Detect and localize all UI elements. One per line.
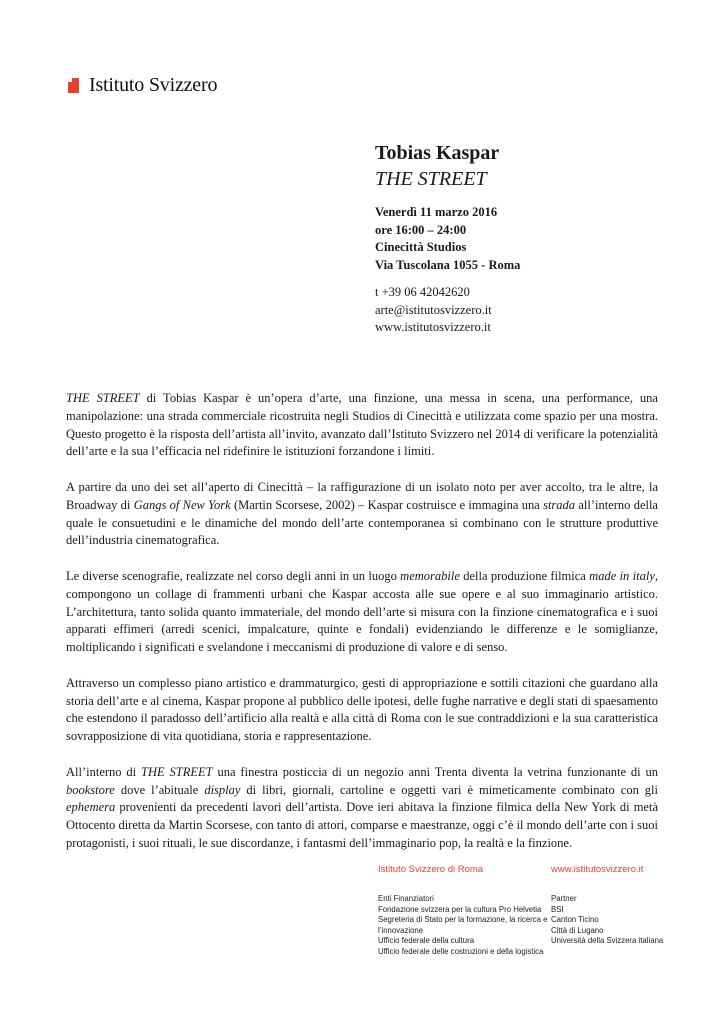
footer-funder: l’innovazione — [378, 925, 424, 935]
paragraph-1: THE STREET di Tobias Kaspar è un’opera d’arte, una finzione, una messa in scena, una performance, una manipolazione: una strada commerciale ricostruita negli Studios di Cinecittà e utilizzata come spazio per una mostra. Questo progetto è la risposta dell’artista all’invito, avanzato dall’Istituto Svizzero nel 2014 di verificare la potenzialità dell’arte e la sua l’efficacia nel ridefinire le istituzioni forzandone i limiti. — [66, 391, 658, 459]
press-release-body — [66, 390, 658, 871]
event-address: Via Tuscolana 1055 - Roma — [375, 257, 521, 272]
paragraph-4: Attraverso un complesso piano artistico e drammaturgico, gesti di appropriazione e sottili citazioni che guardano alla storia dell’arte e al cinema, Kaspar propone al pubblico delle ipotesi, delle fughe narrative e degli stati di spaesamento che estendono il paradosso dell’artificio alla realtà e alla città di Roma con le sue contraddizioni e la sua caratteristica sovrapposizione di vita quotidiana, storia e rappresentazione. — [66, 675, 658, 744]
event-time: ore 16:00 – 24:00 — [375, 222, 467, 237]
footer-institute-name: Istituto Svizzero di Roma — [378, 864, 484, 875]
contact-email[interactable]: arte@istitutosvizzero.it — [375, 302, 492, 317]
footer-partner: Città di Lugano — [551, 925, 604, 935]
logo-mark-icon — [68, 78, 83, 94]
footer-funder: Fondazione svizzera per la cultura Pro Helvetia — [378, 904, 542, 914]
work-title: THE STREET — [375, 168, 487, 190]
paragraph-5: All’interno di THE STREET una finestra posticcia di un negozio anni Trenta diventa la vetrina funzionante di un bookstore dove l’abituale display di libri, giornali, cartoline e oggetti vari è mimeticamente combinato con gli ephemera provenienti da precedenti lavori dell’artista. Dove ieri abitava la finzione filmica della New York di metà Ottocento diretta da Martin Scorsese, con tanto di attori, comparse e maestranze, oggi c’è il mondo dell’arte con i suoi protagonisti, i suoi rituali, le sue discordanze, i fantasmi dell’immaginario pop, la realtà e la finzione. — [66, 764, 658, 850]
contact-phone: t +39 06 42042620 — [375, 285, 470, 299]
paragraph-3: Le diverse scenografie, realizzate nel corso degli anni in un luogo memorabile della produzione filmica made in italy, compongono un collage di frammenti urbani che Kaspar accosta alle sue opere e al suo immaginario artistico. L’architettura, tanto solida quanto immateriale, del mondo dell’arte si misura con la finzione cinematografica e i suoi apparati effimeri (arredi scenici, impalcature, quinte e fondali) evidenziando le differenze e le somiglianze, moltiplicando i significati e svelandone i meccanismi di produzione di valore e di senso. — [66, 568, 658, 655]
footer-partners-heading: Partner — [551, 894, 577, 903]
footer-funder: Ufficio federale della cultura — [378, 936, 475, 945]
logo — [68, 74, 217, 97]
footer-funder: Segreteria di Stato per la formazione, la ricerca e — [378, 915, 548, 924]
paragraph-2: A partire da uno dei set all’aperto di Cinecittà – la raffigurazione di un isolato noto per aver accolto, tra le altre, la Broadway di Gangs of New York (Martin Scorsese, 2002) – Kaspar costruisce e immagina una strada all’interno della quale le consuetudini e le dinamiche del mondo dell’arte contemporanea si combinano con le strutture produttive dell’industria cinematografica. — [66, 479, 658, 548]
footer-partner: Canton Ticino — [551, 915, 599, 924]
artist-name: Tobias Kaspar — [375, 142, 500, 164]
footer-left — [378, 864, 548, 957]
event-date: Venerdì 11 marzo 2016 — [375, 205, 498, 219]
footer-right — [551, 864, 701, 947]
event-venue: Cinecittà Studios — [375, 240, 467, 254]
footer-partner: BSI — [551, 904, 564, 914]
footer-partner: Università della Svizzera italiana — [551, 936, 664, 945]
contact-website[interactable]: www.istitutosvizzero.it — [375, 320, 491, 334]
footer-funder: Ufficio federale delle costruzioni e della logistica — [378, 946, 544, 956]
contacts — [375, 284, 492, 337]
footer-funders-heading: Enti Finanziatori — [378, 894, 434, 903]
event-details — [375, 204, 520, 274]
title-block — [375, 140, 499, 192]
logo-text: Istituto Svizzero — [89, 74, 218, 96]
footer-website[interactable]: www.istitutosvizzero.it — [551, 864, 644, 875]
